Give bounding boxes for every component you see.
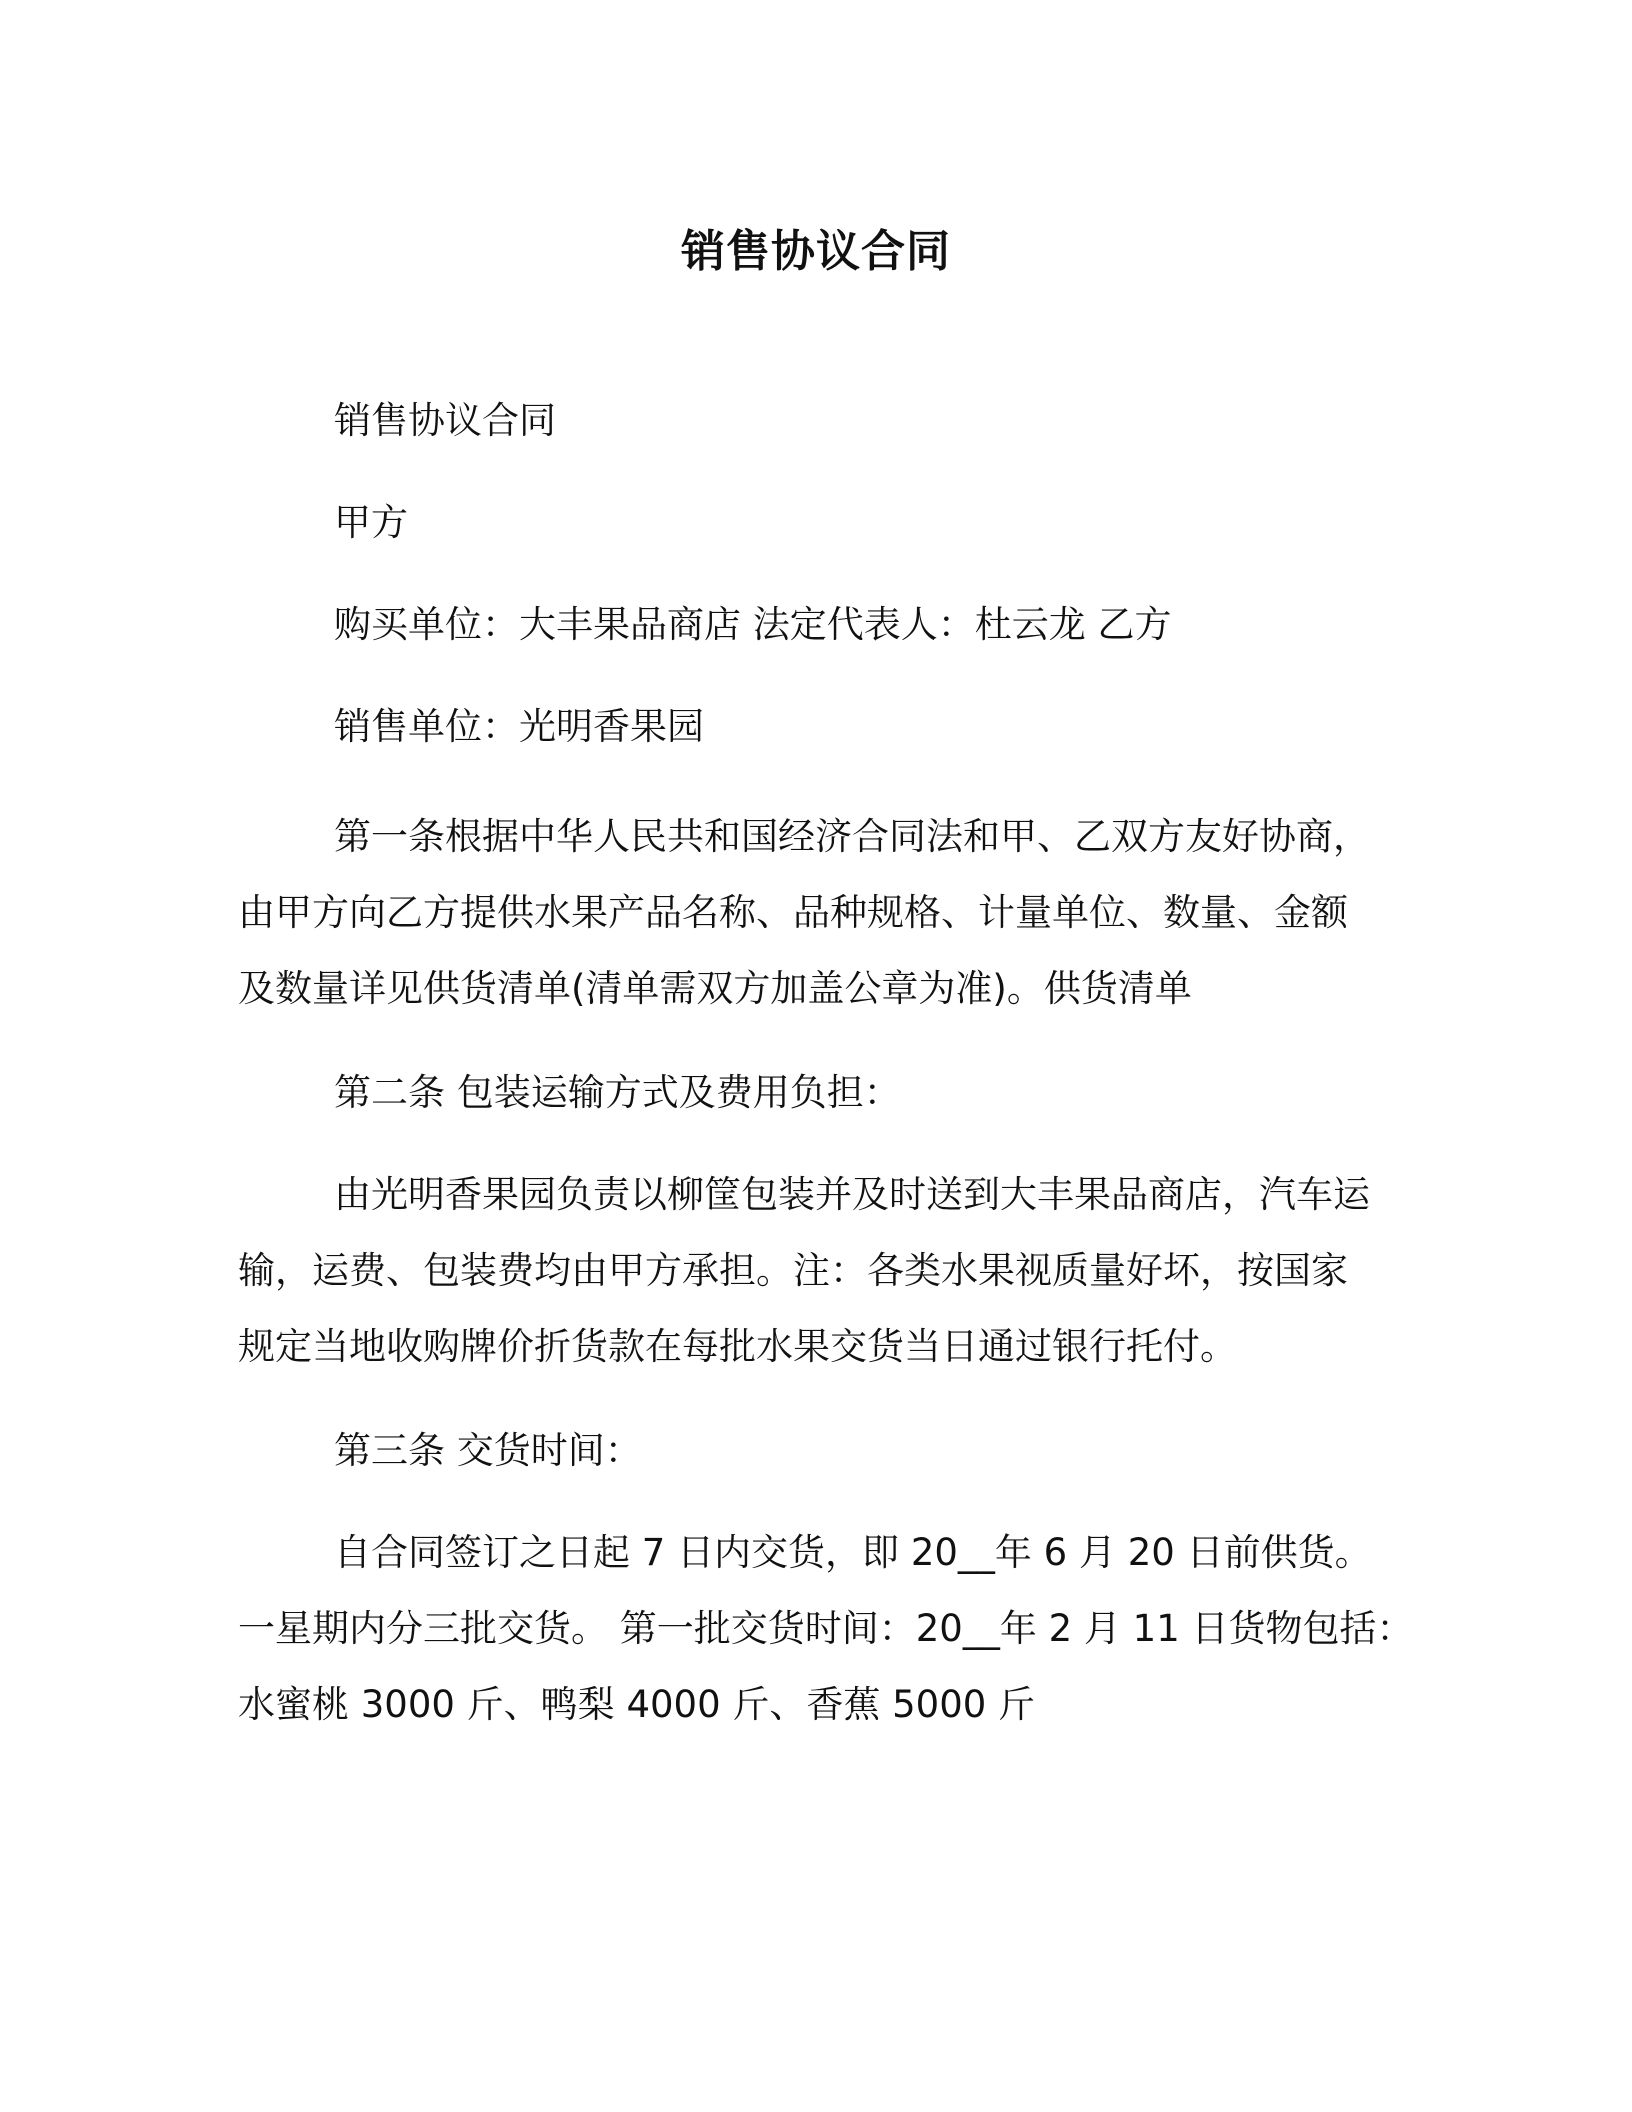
document-title: 销售协议合同 xyxy=(681,226,951,277)
article-3-heading: 第三条 交货时间： xyxy=(334,1429,642,1472)
article-1-line-2: 由甲方向乙方提供水果产品名称、品种规格、计量单位、数量、金额 xyxy=(238,891,1348,934)
article-3-line-2: 一星期内分三批交货。 第一批交货时间：20__年 2 月 11 日货物包括： xyxy=(238,1607,1414,1650)
subtitle-line: 销售协议合同 xyxy=(334,399,556,442)
article-2-line-2: 输，运费、包装费均由甲方承担。注：各类水果视质量好坏，按国家 xyxy=(238,1249,1348,1292)
seller-info-line: 销售单位：光明香果园 xyxy=(334,705,704,748)
buyer-info-line: 购买单位：大丰果品商店 法定代表人：杜云龙 乙方 xyxy=(334,603,1172,646)
article-1-line-1: 第一条根据中华人民共和国经济合同法和甲、乙双方友好协商， xyxy=(334,815,1370,858)
article-2-line-3: 规定当地收购牌价折货款在每批水果交货当日通过银行托付。 xyxy=(238,1325,1237,1368)
article-3-line-3: 水蜜桃 3000 斤、鸭梨 4000 斤、香蕉 5000 斤 xyxy=(238,1683,1036,1726)
article-2-line-1: 由光明香果园负责以柳筐包装并及时送到大丰果品商店，汽车运 xyxy=(334,1173,1370,1216)
article-3-line-1: 自合同签订之日起 7 日内交货，即 20__年 6 月 20 日前供货。 xyxy=(334,1531,1372,1574)
article-2-heading: 第二条 包装运输方式及费用负担： xyxy=(334,1071,901,1114)
article-1-line-3: 及数量详见供货清单(清单需双方加盖公章为准)。供货清单 xyxy=(238,967,1192,1010)
party-a-label: 甲方 xyxy=(334,501,408,544)
